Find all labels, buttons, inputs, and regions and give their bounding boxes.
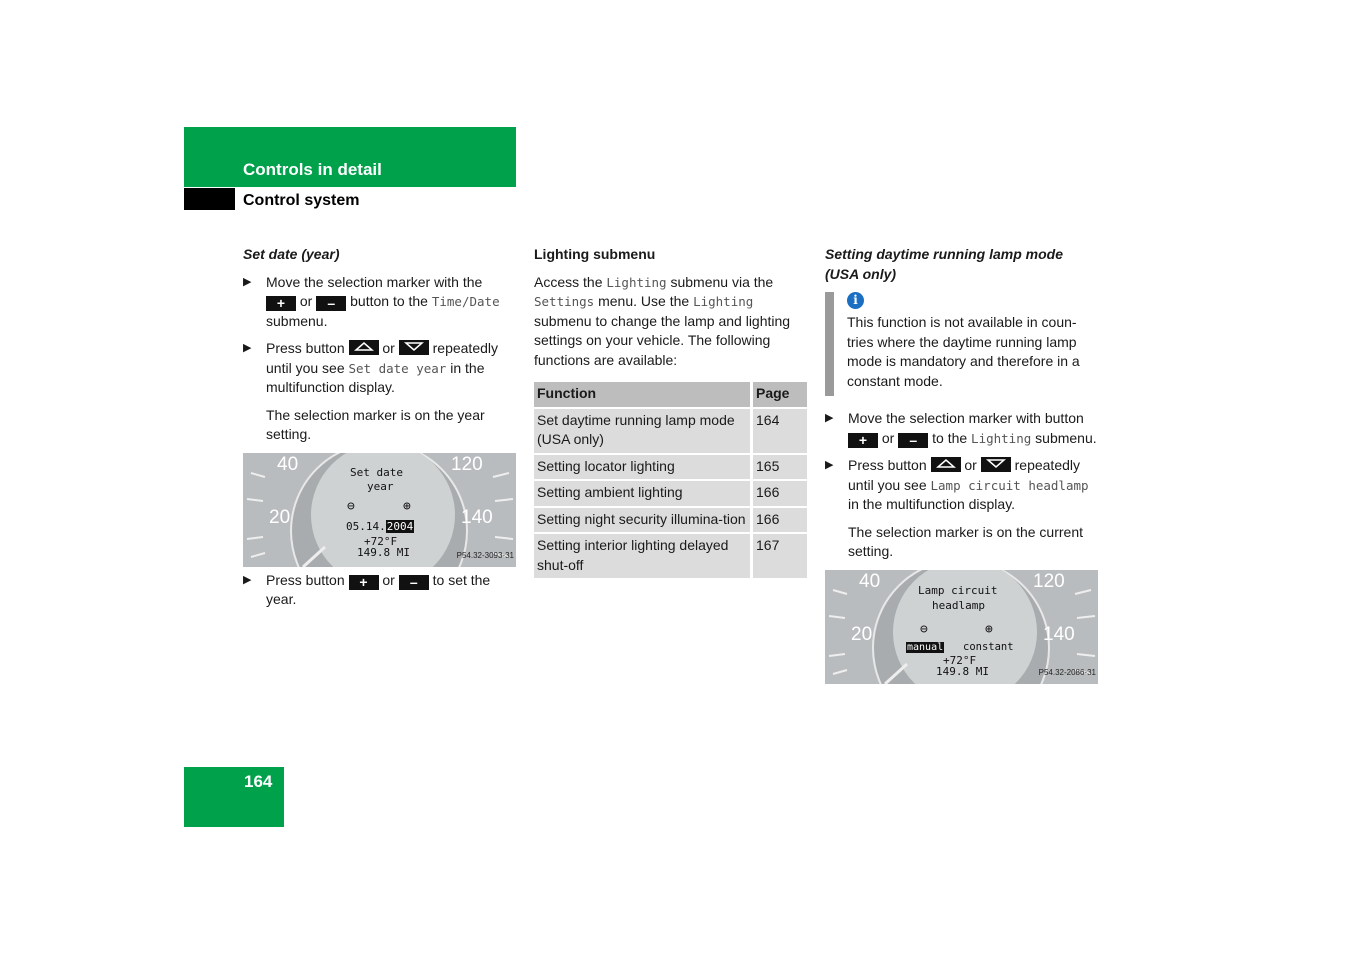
minus-button-icon: – [898,433,928,448]
minus-button-icon: – [399,575,429,590]
up-button-icon [931,457,961,472]
plus-button-icon: + [848,433,878,448]
subsection-title: Control system [243,192,360,209]
up-button-icon [349,340,379,355]
table-header-function: Function [534,382,750,407]
minus-button-icon: – [316,296,346,311]
minus-symbol-icon: ⊖ [920,621,928,637]
bullet-arrow-icon: ▶ [243,342,252,354]
table-row: Setting ambient lighting 166 [534,481,807,506]
function-table [534,380,807,580]
heading-daytime-running-lamp: Setting daytime running lamp mode (USA only) [825,246,1064,282]
step-move-marker: ▶ Move the selection marker with the + or – button to the Time/Date submenu. [243,273,500,329]
bullet-arrow-icon: ▶ [825,412,834,424]
info-bar [825,292,834,396]
bullet-arrow-icon: ▶ [243,573,252,586]
step-move-marker: ▶ Move the selection marker with button + or – to the Lighting submenu. [825,410,1097,448]
heading-lighting-submenu: Lighting submenu [534,246,656,262]
page-number: 164 [244,772,273,791]
step-set-year: ▶ Press button + or – to set the year. [243,571,491,607]
info-text: This function is not available in coun-tries where the daytime running lamp mode is mandatory and therefore in a constant mode. [847,314,1080,389]
info-note [825,292,1098,391]
section-title: Controls in detail [243,160,382,179]
table-row: Setting interior lighting delayed shut-off 167 [534,534,807,578]
column-daytime-running-lamp [825,245,1098,688]
plus-symbol-icon: ⊕ [985,621,993,637]
heading-set-date: Set date (year) [243,246,340,262]
lighting-intro: Access the Lighting submenu via the Settings menu. Use the Lighting submenu to change the lamp and lighting settings on your vehicle. The following functions are available: [534,273,791,368]
plus-button-icon: + [349,575,379,590]
down-button-icon [981,457,1011,472]
table-row: Setting locator lighting 165 [534,455,807,480]
minus-symbol-icon: ⊖ [347,498,355,514]
note-marker-current: The selection marker is on the current setting. [848,523,1083,559]
column-lighting-submenu [534,245,807,580]
step-press-button: ▶ Press button or repeatedly until you see Lamp circuit headlamp in the multifunction display. [825,457,1089,512]
header-marker [184,188,235,210]
info-icon: i [847,292,864,309]
plus-symbol-icon: ⊕ [403,498,411,514]
column-set-date [243,245,516,618]
display-image-set-date: 40 20 120 140 Set date year ⊖ ⊕ 05.14.2004 +72°F 149.8 MI P54.32-3093-31 [243,453,516,567]
table-row: Setting night security illumina-tion 166 [534,508,807,533]
step-press-button: ▶ Press button or repeatedly until you see Set date year in the multifunction display. [243,340,499,395]
bullet-arrow-icon: ▶ [825,459,834,471]
display-image-lamp-circuit: 40 20 120 140 Lamp circuit headlamp ⊖ ⊕ manual constant +72°F 149.8 MI P54.32-2086-31 [825,570,1098,684]
plus-button-icon: + [266,296,296,311]
down-button-icon [399,340,429,355]
table-header-page: Page [750,382,807,407]
bullet-arrow-icon: ▶ [243,275,252,288]
note-marker-year: The selection marker is on the year setting. [266,406,485,442]
table-row: Set daytime running lamp mode (USA only) 164 [534,409,807,453]
